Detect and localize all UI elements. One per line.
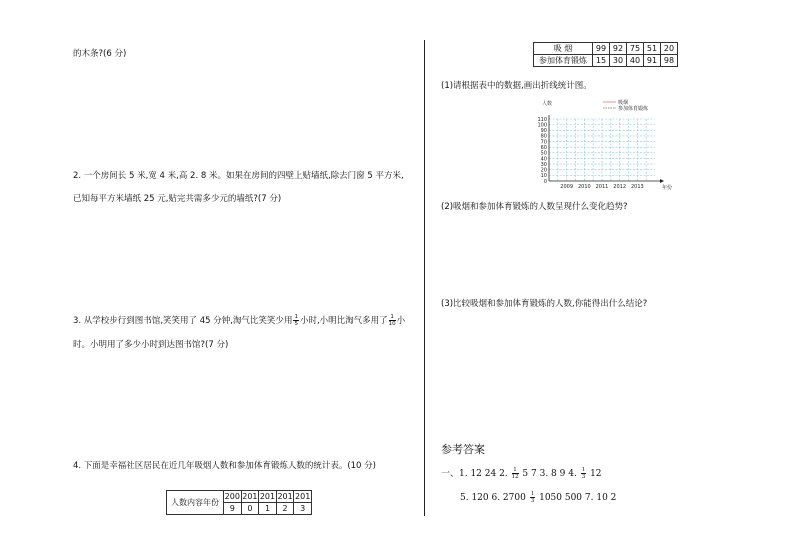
year-cell-bottom: 0 xyxy=(241,503,259,515)
y-tick-label: 20 xyxy=(540,167,547,174)
grid-layer xyxy=(549,119,655,181)
table-cell: 75 xyxy=(627,43,644,55)
column-divider xyxy=(424,40,425,516)
y-tick-label: 60 xyxy=(540,144,547,151)
y-tick-label: 0 xyxy=(543,178,547,185)
year-cell-top: 201 xyxy=(259,492,276,501)
y-tick-label: 30 xyxy=(540,161,547,168)
fraction-one-third xyxy=(581,467,587,480)
y-tick-label: 90 xyxy=(540,128,547,135)
y-tick-label: 100 xyxy=(537,122,547,129)
question-3-line-1 xyxy=(73,314,405,327)
fraction-one-twelfth xyxy=(512,467,519,480)
year-cell-top: 201 xyxy=(242,492,258,501)
line-chart-grid xyxy=(530,96,680,192)
answer-title: 参考答案 xyxy=(441,443,485,456)
table-cell: 40 xyxy=(627,55,644,67)
row-label: 参加体育锻炼 xyxy=(534,55,593,67)
question-3-text-c: 小 xyxy=(396,316,406,326)
year-cell-top: 201 xyxy=(295,492,311,501)
x-tick-label: 2013 xyxy=(630,184,644,190)
x-axis-arrow xyxy=(660,179,664,183)
table-cell: 30 xyxy=(610,55,627,67)
table-cell: 91 xyxy=(644,55,661,67)
answer-line-2 xyxy=(460,491,616,504)
y-tick-label: 10 xyxy=(540,173,547,180)
sub-question-3: (3)比较吸烟和参加体育锻炼的人数,你能得出什么结论? xyxy=(441,299,648,309)
question-4: 4. 下面是幸福社区居民在近几年吸烟人数和参加体育锻炼人数的统计表。(10 分) xyxy=(73,461,376,471)
y-tick-label: 70 xyxy=(540,139,547,146)
year-cell-top: 200 xyxy=(224,492,240,501)
sub-question-1: (1)请根据表中的数据,画出折线统计图。 xyxy=(441,81,592,91)
x-tick-labels xyxy=(560,184,643,190)
fraction-numerator: 1 xyxy=(513,467,517,473)
answer-text: 一、1. 12 24 2. xyxy=(441,469,508,479)
table-cell: 15 xyxy=(593,55,610,67)
table-cell: 99 xyxy=(593,43,610,55)
year-cell-bottom: 1 xyxy=(259,503,277,515)
y-axis-label: 人数 xyxy=(542,101,553,107)
data-table xyxy=(533,42,678,67)
answer-text: 1050 500 7. 10 2 xyxy=(539,493,617,503)
year-cell-bottom: 9 xyxy=(224,503,242,515)
fraction-denominator: 12 xyxy=(511,474,519,480)
fraction-one-third xyxy=(530,491,536,504)
question-3-text-b: 小时,小明比淘气多用了 xyxy=(299,316,388,326)
y-tick-label: 40 xyxy=(540,156,547,163)
fraction-numerator: 1 xyxy=(390,314,394,320)
table-cell: 98 xyxy=(661,55,678,67)
x-axis-label: 年份 xyxy=(662,185,673,191)
x-tick-label: 2009 xyxy=(560,184,574,190)
fraction-denominator: 5 xyxy=(294,321,298,327)
year-header-table xyxy=(166,490,312,515)
x-tick-label: 2011 xyxy=(595,184,609,190)
sub-question-2: (2)吸烟和参加体育锻炼的人数呈现什么变化趋势? xyxy=(441,202,628,212)
year-cell-bottom: 2 xyxy=(276,503,294,515)
year-cell-bottom: 3 xyxy=(294,503,312,515)
question-3-text-a: 3. 从学校步行到图书馆,笑笑用了 45 分钟,淘气比笑笑少用 xyxy=(73,316,293,326)
x-tick-label: 2012 xyxy=(613,184,627,190)
answer-line-1 xyxy=(441,466,602,480)
table-cell: 20 xyxy=(661,43,678,55)
question-2-line-1: 2. 一个房间长 5 米,宽 4 米,高 2. 8 米。如果在房间的四壁上贴墙纸,除去门窗 5 平方米, xyxy=(73,171,404,181)
answer-text: 5. 120 6. 2700 xyxy=(460,493,526,503)
fraction-denominator: 3 xyxy=(530,498,535,504)
answer-text: 12 xyxy=(590,469,602,479)
fraction-one-tenth xyxy=(389,314,396,327)
y-tick-label: 80 xyxy=(540,133,547,140)
fraction-denominator: 3 xyxy=(581,474,586,480)
answer-text: 5 7 3. 8 9 4. xyxy=(522,469,577,479)
x-tick-label: 2010 xyxy=(577,184,591,190)
legend-smoking: 吸烟 xyxy=(618,100,629,106)
fraction-numerator: 1 xyxy=(530,491,535,497)
fraction-one-fifth xyxy=(293,314,299,327)
table-cell: 51 xyxy=(644,43,661,55)
question-1-tail: 的木条?(6 分) xyxy=(73,49,127,59)
legend-exercise: 参加体育锻炼 xyxy=(618,106,649,112)
table-header-cell: 人数内容年份 xyxy=(167,491,224,515)
row-label: 吸 烟 xyxy=(534,43,593,55)
question-2-line-2: 已知每平方米墙纸 25 元,贴完共需多少元的墙纸?(7 分) xyxy=(73,194,282,204)
y-tick-label: 50 xyxy=(540,150,547,157)
question-3-line-2: 时。小明用了多少小时到达图书馆?(7 分) xyxy=(73,340,229,350)
table-row xyxy=(534,43,678,55)
table-row xyxy=(534,55,678,67)
fraction-numerator: 1 xyxy=(294,314,298,320)
y-tick-label: 110 xyxy=(537,116,547,123)
fraction-denominator: 10 xyxy=(388,321,396,327)
table-cell: 92 xyxy=(610,43,627,55)
year-cell-top: 201 xyxy=(277,492,293,501)
fraction-numerator: 1 xyxy=(581,467,586,473)
y-tick-labels xyxy=(537,117,547,185)
